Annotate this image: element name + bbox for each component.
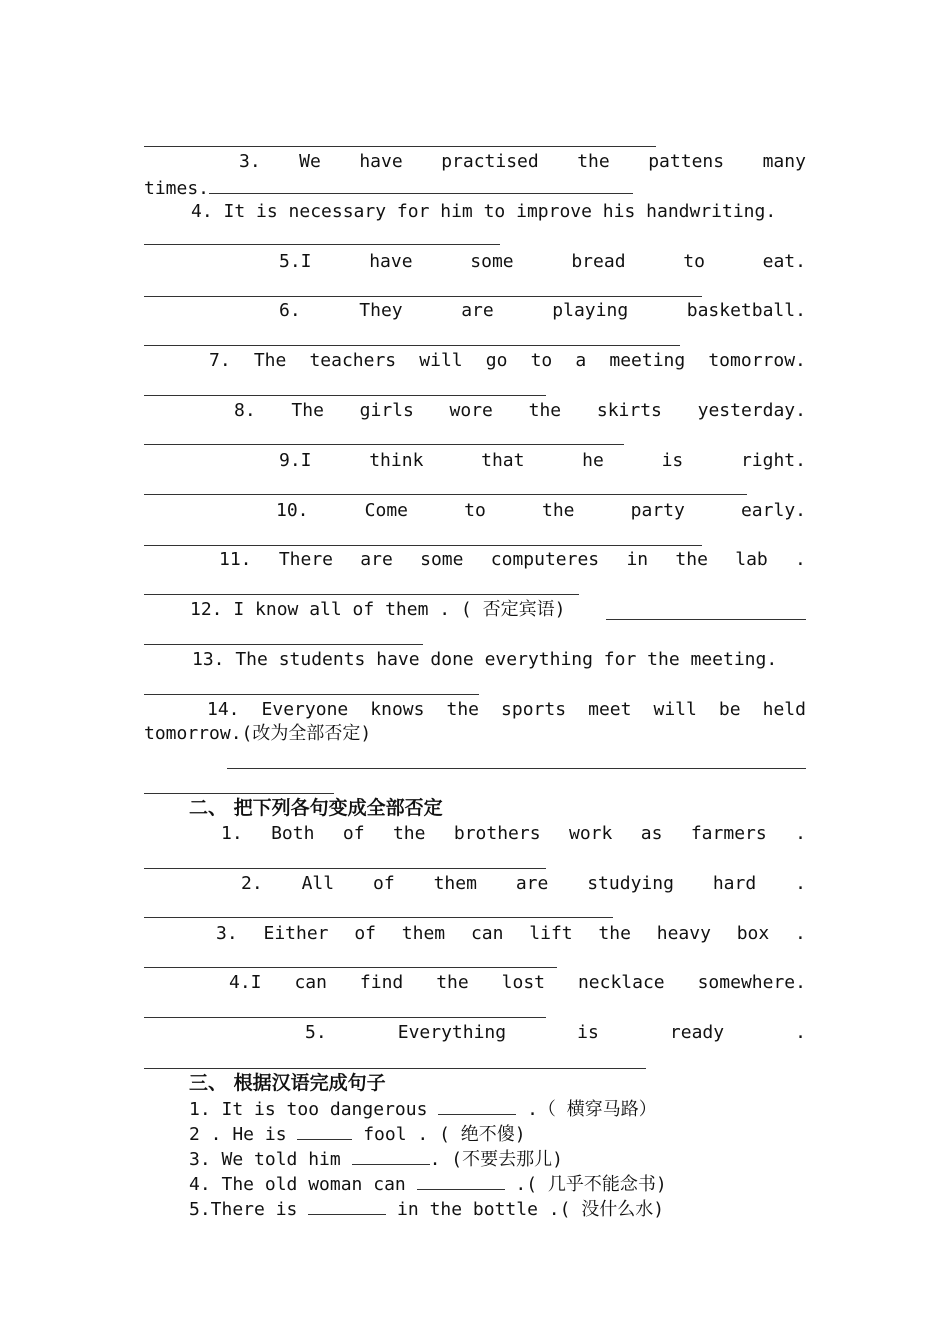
word: are <box>360 549 393 570</box>
word: sports <box>501 699 567 720</box>
word: skirts <box>596 400 662 421</box>
word: teachers <box>309 350 397 371</box>
word: ready <box>669 1022 725 1043</box>
answer-line <box>144 793 334 794</box>
answer-line <box>144 545 702 546</box>
sentence-12: 12. I know all of them . ( 否定宾语) <box>190 599 566 620</box>
word: can <box>470 923 504 944</box>
word: of <box>372 873 395 894</box>
word: he <box>582 450 604 471</box>
word: wore <box>449 400 493 421</box>
word: the <box>541 500 575 521</box>
word: farmers <box>690 823 767 844</box>
word: knows <box>370 699 425 720</box>
section-heading-3: 三、 根据汉语完成句子 <box>189 1072 386 1094</box>
word: . <box>795 1022 806 1043</box>
word: Both <box>271 823 315 844</box>
word: There <box>278 549 333 570</box>
answer-line <box>606 619 806 620</box>
word: are <box>515 873 549 894</box>
sentence-7 <box>144 349 806 373</box>
word: will <box>653 699 697 720</box>
word: have <box>369 251 413 272</box>
word: some <box>420 549 464 570</box>
word: The <box>253 350 287 371</box>
word: be <box>718 699 741 720</box>
word: the <box>392 823 426 844</box>
word: held <box>762 699 806 720</box>
answer-line <box>227 768 806 769</box>
word: in <box>626 549 649 570</box>
answer-line <box>144 444 624 445</box>
sentence-10 <box>144 499 806 523</box>
sentence-5 <box>144 250 806 274</box>
word: right. <box>740 450 806 471</box>
word: 2. <box>241 873 263 894</box>
word: think <box>369 450 424 471</box>
word: computeres <box>490 549 600 570</box>
word: many <box>762 151 806 172</box>
word: practised <box>441 151 539 172</box>
translate-sentence-1: 1. It is too dangerous .（ 横穿马路） <box>189 1096 657 1122</box>
word: is <box>577 1022 599 1043</box>
word: 6. <box>279 300 301 321</box>
answer-blank[interactable] <box>308 1196 386 1215</box>
word: to <box>464 500 486 521</box>
word: hard <box>712 873 757 894</box>
word: somewhere. <box>697 972 806 993</box>
word: playing <box>552 300 629 321</box>
word: box <box>736 923 770 944</box>
negate-sentence-5 <box>144 1021 806 1045</box>
answer-line <box>144 967 557 968</box>
word: bread <box>571 251 626 272</box>
word: Either <box>263 923 329 944</box>
word: necklace <box>577 972 665 993</box>
sentence-14-wrap: tomorrow.(改为全部否定) <box>144 723 372 744</box>
word: lift <box>529 923 573 944</box>
word: the <box>675 549 708 570</box>
answer-line <box>144 868 546 869</box>
word: 1. <box>221 823 243 844</box>
word: . <box>795 873 806 894</box>
answer-blank[interactable] <box>417 1171 505 1190</box>
negate-sentence-4 <box>144 971 806 995</box>
word: party <box>630 500 685 521</box>
word: tomorrow. <box>708 350 806 371</box>
word: are <box>461 300 494 321</box>
negate-sentence-1 <box>144 822 806 846</box>
answer-line <box>144 1068 646 1069</box>
sentence-6 <box>144 299 806 323</box>
answer-line <box>144 296 702 297</box>
answer-line <box>144 917 613 918</box>
answer-line <box>144 345 680 346</box>
word: to <box>683 251 705 272</box>
word: girls <box>359 400 414 421</box>
word: is <box>661 450 684 471</box>
word: 7. <box>209 350 231 371</box>
word: lab <box>735 549 768 570</box>
word: the <box>528 400 562 421</box>
word: that <box>481 450 525 471</box>
sentence-14 <box>144 698 806 722</box>
word: the <box>436 972 469 993</box>
word: meet <box>588 699 632 720</box>
sentence-4: 4. It is necessary for him to improve his handwriting. <box>191 201 777 222</box>
word: them <box>433 873 477 894</box>
word: Everything <box>397 1022 507 1043</box>
word: They <box>359 300 403 321</box>
word: 5.I <box>279 251 312 272</box>
word: eat. <box>762 251 806 272</box>
word: early. <box>740 500 806 521</box>
word: meeting <box>609 350 686 371</box>
word: lost <box>501 972 546 993</box>
sentence-9 <box>144 449 806 473</box>
sentence-3 <box>144 150 806 174</box>
word: studying <box>587 873 674 894</box>
translate-sentence-2: 2 . He is fool . ( 绝不傻) <box>189 1121 526 1147</box>
word: 14. <box>207 699 240 720</box>
answer-line <box>144 644 423 645</box>
negate-sentence-2 <box>144 872 806 896</box>
word: find <box>359 972 404 993</box>
word: 3. <box>216 923 238 944</box>
sentence-13: 13. The students have done everything for the meeting. <box>192 649 778 670</box>
word: 9.I <box>279 450 312 471</box>
word: will <box>419 350 463 371</box>
word: can <box>294 972 327 993</box>
word: All <box>301 873 335 894</box>
answer-blank[interactable] <box>438 1096 516 1115</box>
word: 4.I <box>229 972 262 993</box>
word: 8. <box>234 400 256 421</box>
sentence-3-wrap: times. <box>144 175 806 201</box>
word: of <box>342 823 365 844</box>
word: 5. <box>305 1022 327 1043</box>
word: The <box>291 400 324 421</box>
negate-sentence-3 <box>144 922 806 946</box>
answer-line <box>144 694 479 695</box>
word: a <box>575 350 587 371</box>
answer-line <box>144 594 579 595</box>
word: the <box>577 151 610 172</box>
answer-blank[interactable] <box>297 1121 352 1140</box>
word: basketball. <box>686 300 806 321</box>
word: some <box>470 251 514 272</box>
word: as <box>640 823 663 844</box>
word: We <box>299 151 321 172</box>
word: to <box>530 350 553 371</box>
translate-sentence-3: 3. We told him . (不要去那儿) <box>189 1146 563 1172</box>
word: yesterday. <box>697 400 806 421</box>
word: have <box>359 151 403 172</box>
answer-line <box>144 244 500 245</box>
word: them <box>401 923 446 944</box>
word: of <box>354 923 376 944</box>
section-heading-2: 二、 把下列各句变成全部否定 <box>189 797 443 819</box>
translate-sentence-4: 4. The old woman can .( 几乎不能念书) <box>189 1171 667 1197</box>
word: 3. <box>239 151 261 172</box>
translate-sentence-5: 5.There is in the bottle .( 没什么水) <box>189 1196 664 1222</box>
word: pattens <box>648 151 725 172</box>
sentence-8 <box>144 399 806 423</box>
answer-line <box>144 1017 546 1018</box>
answer-blank[interactable] <box>352 1146 430 1165</box>
word: work <box>568 823 613 844</box>
word: . <box>795 823 806 844</box>
word: 10. <box>276 500 309 521</box>
word: . <box>795 549 806 570</box>
word: brothers <box>453 823 541 844</box>
word: 11. <box>219 549 252 570</box>
word: . <box>795 923 806 944</box>
word: the <box>598 923 631 944</box>
answer-line <box>144 146 656 147</box>
answer-line <box>144 395 546 396</box>
answer-line <box>144 494 747 495</box>
word: go <box>485 350 508 371</box>
word: heavy <box>656 923 711 944</box>
word: Come <box>364 500 409 521</box>
word: the <box>446 699 480 720</box>
word: Everyone <box>261 699 349 720</box>
sentence-11 <box>144 548 806 572</box>
